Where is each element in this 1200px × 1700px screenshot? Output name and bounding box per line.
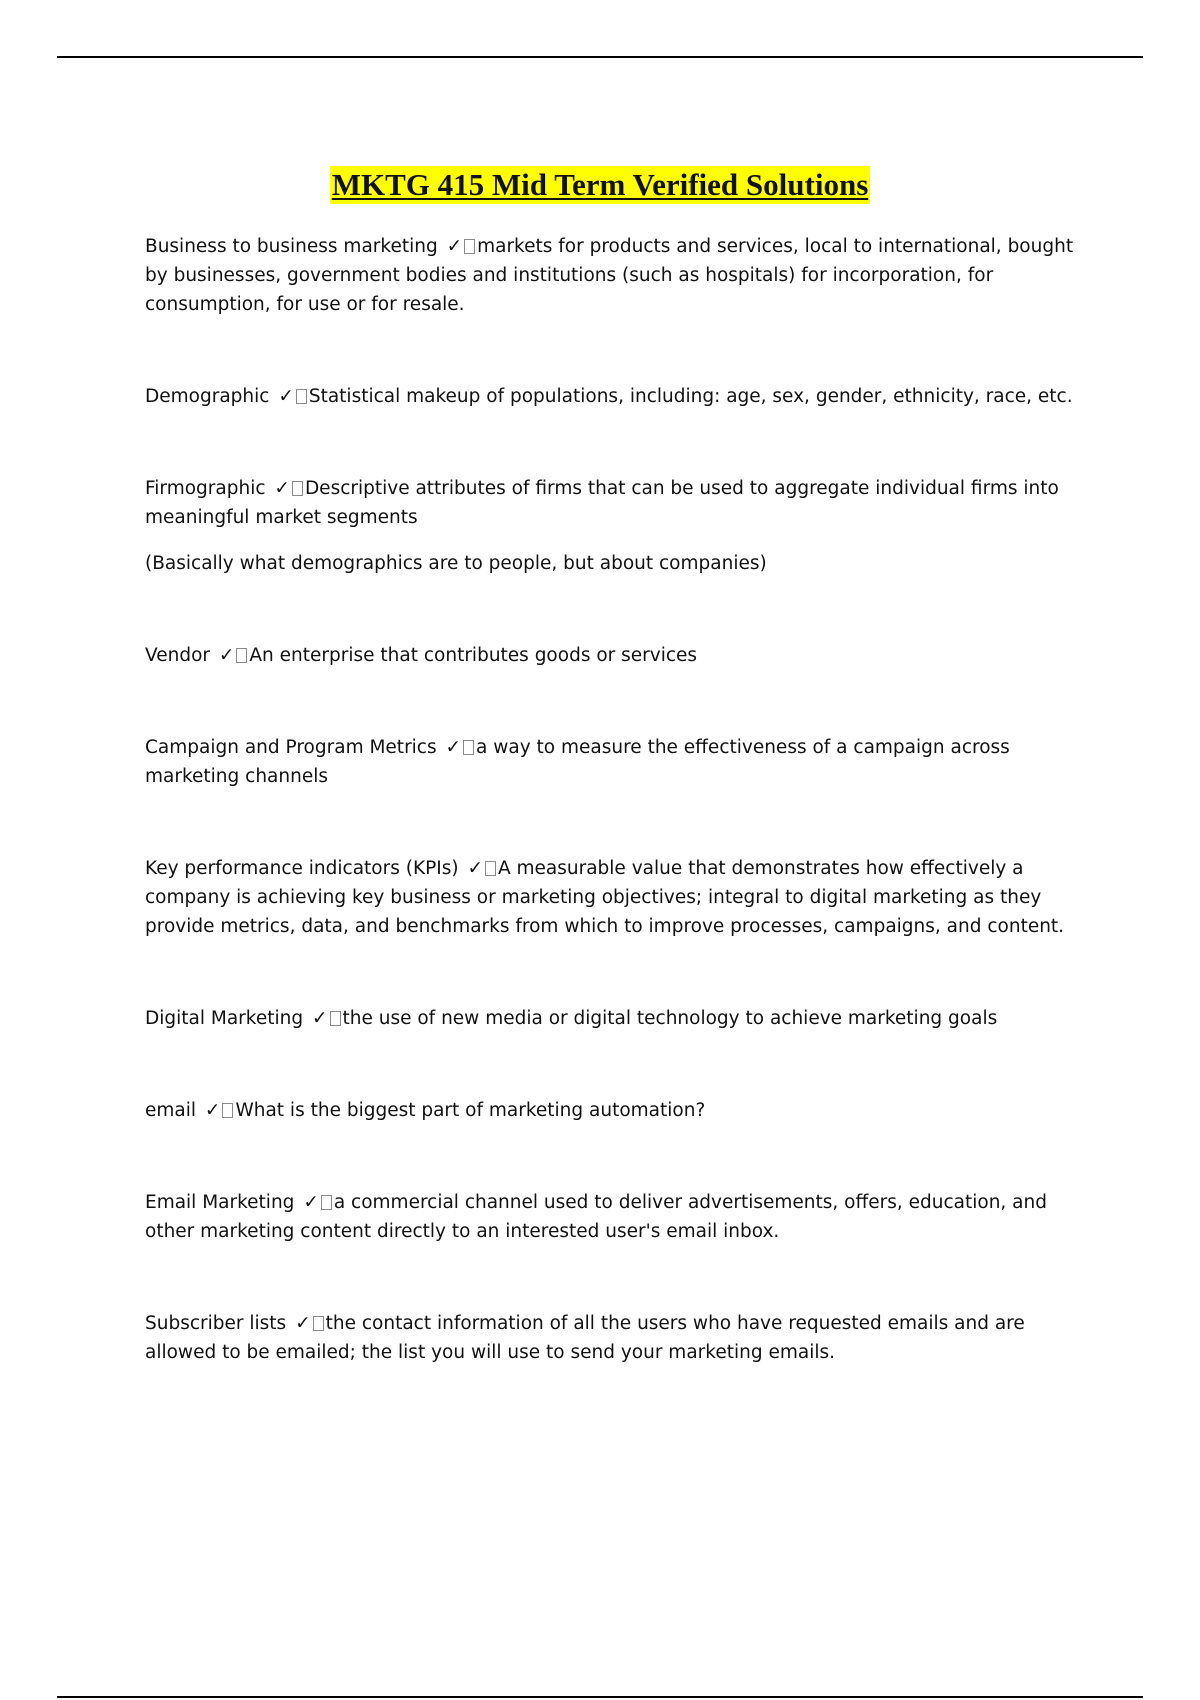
qa-entry-email bbox=[145, 1096, 1090, 1125]
qa-term: Vendor bbox=[145, 645, 210, 666]
qa-definition: An enterprise that contributes goods or services bbox=[249, 645, 698, 666]
check-icon: ✓ bbox=[278, 386, 294, 407]
qa-entry-digital-marketing bbox=[145, 1004, 1090, 1033]
check-icon: ✓ bbox=[311, 1008, 328, 1029]
qa-term: Digital Marketing bbox=[145, 1008, 304, 1029]
qa-definition: What is the biggest part of marketing automation? bbox=[235, 1100, 706, 1121]
qa-paragraph bbox=[145, 1096, 1090, 1125]
qa-entry-subscriber-lists bbox=[145, 1309, 1090, 1367]
qa-entry-campaign-metrics bbox=[145, 733, 1090, 791]
qa-definition: a way to measure the effectiveness of a campaign across marketing channels bbox=[145, 737, 1010, 787]
qa-term: Key performance indicators (KPIs) bbox=[145, 858, 459, 879]
missing-glyph-box-icon bbox=[296, 389, 307, 404]
qa-paragraph bbox=[145, 641, 1090, 670]
qa-paragraph bbox=[145, 1188, 1090, 1246]
qa-definition: markets for products and services, local to international, bought by businesses, government bodies and institutions (such as hospitals) for incorporation, for consumption, for use or for resale. bbox=[145, 236, 1074, 315]
qa-paragraph bbox=[145, 854, 1090, 941]
qa-note: (Basically what demographics are to people, but about companies) bbox=[145, 553, 767, 574]
qa-term: Campaign and Program Metrics bbox=[145, 737, 437, 758]
missing-glyph-box-icon bbox=[313, 1316, 324, 1331]
qa-paragraph bbox=[145, 1309, 1090, 1367]
bottom-rule bbox=[57, 1696, 1143, 1698]
check-icon: ✓ bbox=[204, 1100, 221, 1121]
qa-definition: a commercial channel used to deliver advertisements, offers, education, and other marketing content directly to an interested user's email inbox. bbox=[145, 1192, 1047, 1242]
missing-glyph-box-icon bbox=[292, 481, 303, 496]
document-title: MKTG 415 Mid Term Verified Solutions bbox=[331, 167, 869, 202]
qa-list bbox=[145, 232, 1090, 1430]
qa-entry-firmographic bbox=[145, 474, 1090, 578]
qa-term: Firmographic bbox=[145, 478, 266, 499]
check-icon: ✓ bbox=[445, 737, 462, 758]
missing-glyph-box-icon bbox=[463, 740, 474, 755]
qa-term: email bbox=[145, 1100, 197, 1121]
check-icon: ✓ bbox=[295, 1313, 311, 1334]
missing-glyph-box-icon bbox=[485, 861, 496, 876]
qa-definition: Statistical makeup of populations, including: age, sex, gender, ethnicity, race, etc. bbox=[308, 386, 1073, 407]
qa-entry-email-marketing bbox=[145, 1188, 1090, 1246]
qa-entry-kpis bbox=[145, 854, 1090, 941]
qa-term: Demographic bbox=[145, 386, 270, 407]
missing-glyph-box-icon bbox=[464, 239, 475, 254]
check-icon: ✓ bbox=[467, 858, 483, 879]
check-icon: ✓ bbox=[218, 645, 235, 666]
qa-definition: the use of new media or digital technology to achieve marketing goals bbox=[342, 1008, 998, 1029]
top-rule bbox=[57, 56, 1143, 58]
qa-term: Email Marketing bbox=[145, 1192, 295, 1213]
qa-term: Subscriber lists bbox=[145, 1313, 287, 1334]
title-wrap bbox=[0, 166, 1200, 204]
qa-paragraph bbox=[145, 232, 1090, 319]
qa-entry-vendor bbox=[145, 641, 1090, 670]
qa-paragraph bbox=[145, 382, 1090, 411]
qa-term: Business to business marketing bbox=[145, 236, 438, 257]
qa-definition: A measurable value that demonstrates how effectively a company is achieving key business or marketing objectives; integral to digital marketing as they provide metrics, data, and benchmarks from which to improve processes, campaigns, and content. bbox=[145, 858, 1065, 937]
qa-entry-b2b-marketing bbox=[145, 232, 1090, 319]
missing-glyph-box-icon bbox=[321, 1195, 332, 1210]
qa-paragraph bbox=[145, 733, 1090, 791]
qa-definition: Descriptive attributes of firms that can be used to aggregate individual firms into meaningful market segments bbox=[145, 478, 1059, 528]
missing-glyph-box-icon bbox=[222, 1103, 233, 1118]
qa-paragraph bbox=[145, 474, 1090, 532]
check-icon: ✓ bbox=[303, 1192, 319, 1213]
check-icon: ✓ bbox=[446, 236, 463, 257]
missing-glyph-box-icon bbox=[330, 1011, 341, 1026]
qa-definition: the contact information of all the users who have requested emails and are allowed to be emailed; the list you will use to send your marketing emails. bbox=[145, 1313, 1025, 1363]
qa-entry-demographic bbox=[145, 382, 1090, 411]
qa-paragraph bbox=[145, 1004, 1090, 1033]
missing-glyph-box-icon bbox=[236, 648, 247, 663]
check-icon: ✓ bbox=[274, 478, 290, 499]
